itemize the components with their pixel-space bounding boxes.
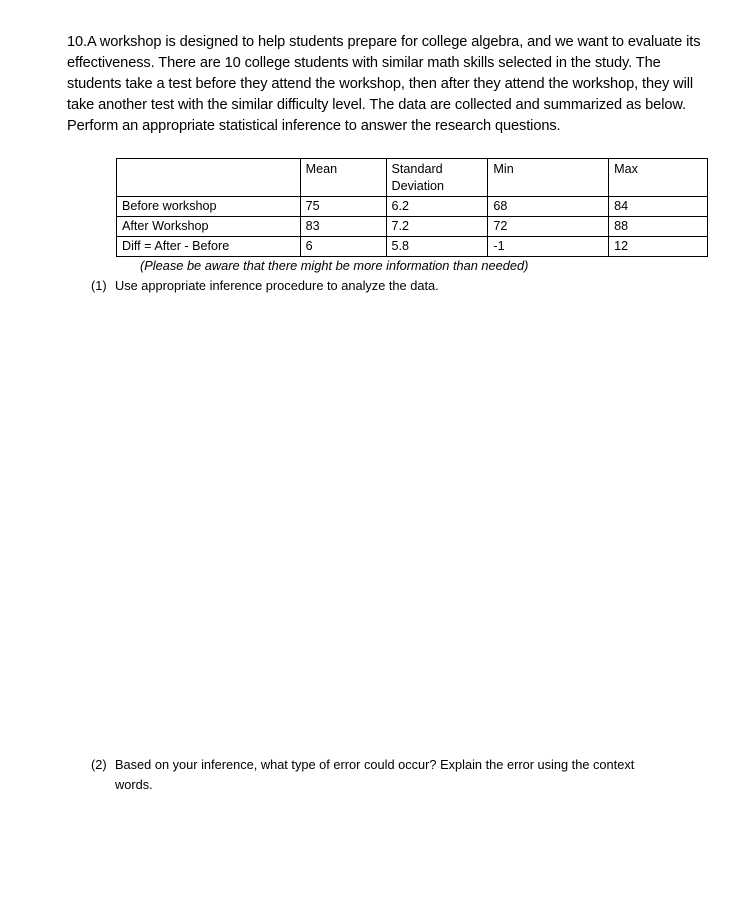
cell-min: 72 — [488, 217, 609, 237]
question-text: Use appropriate inference procedure to analyze the data. — [115, 278, 439, 293]
problem-intro: 10.A workshop is designed to help students prepare for college algebra, and we want to evaluate its effectiveness. There are 10 college students with similar math skills selected in the study. The students take a test before they attend the workshop, then after they attend the workshop, they will take another test with the similar difficulty level. The data are collected and summarized as below. Perform an appropriate statistical inference to answer the research questions. — [67, 34, 701, 134]
header-standard-deviation: Standard Deviation — [386, 159, 488, 197]
header-max: Max — [609, 159, 708, 197]
question-number: (1) — [91, 278, 107, 293]
cell-mean: 6 — [300, 237, 386, 257]
question-text: Based on your inference, what type of error could occur? Explain the error using the context words. — [115, 757, 635, 792]
question-2 — [91, 755, 671, 795]
row-label: Diff = After - Before — [117, 237, 301, 257]
cell-sd: 6.2 — [386, 197, 488, 217]
cell-mean: 83 — [300, 217, 386, 237]
row-label: Before workshop — [117, 197, 301, 217]
question-1 — [91, 276, 691, 296]
header-min: Min — [488, 159, 609, 197]
cell-min: -1 — [488, 237, 609, 257]
table-row — [117, 197, 708, 217]
cell-sd: 5.8 — [386, 237, 488, 257]
cell-max: 84 — [609, 197, 708, 217]
header-blank — [117, 159, 301, 197]
cell-max: 12 — [609, 237, 708, 257]
cell-mean: 75 — [300, 197, 386, 217]
cell-max: 88 — [609, 217, 708, 237]
question-number: (2) — [91, 757, 107, 772]
row-label: After Workshop — [117, 217, 301, 237]
table-row — [117, 217, 708, 237]
header-mean: Mean — [300, 159, 386, 197]
summary-statistics-table — [116, 158, 708, 257]
cell-min: 68 — [488, 197, 609, 217]
table-header-row — [117, 159, 708, 197]
table-row — [117, 237, 708, 257]
table-note: (Please be aware that there might be more information than needed) — [140, 258, 529, 273]
cell-sd: 7.2 — [386, 217, 488, 237]
